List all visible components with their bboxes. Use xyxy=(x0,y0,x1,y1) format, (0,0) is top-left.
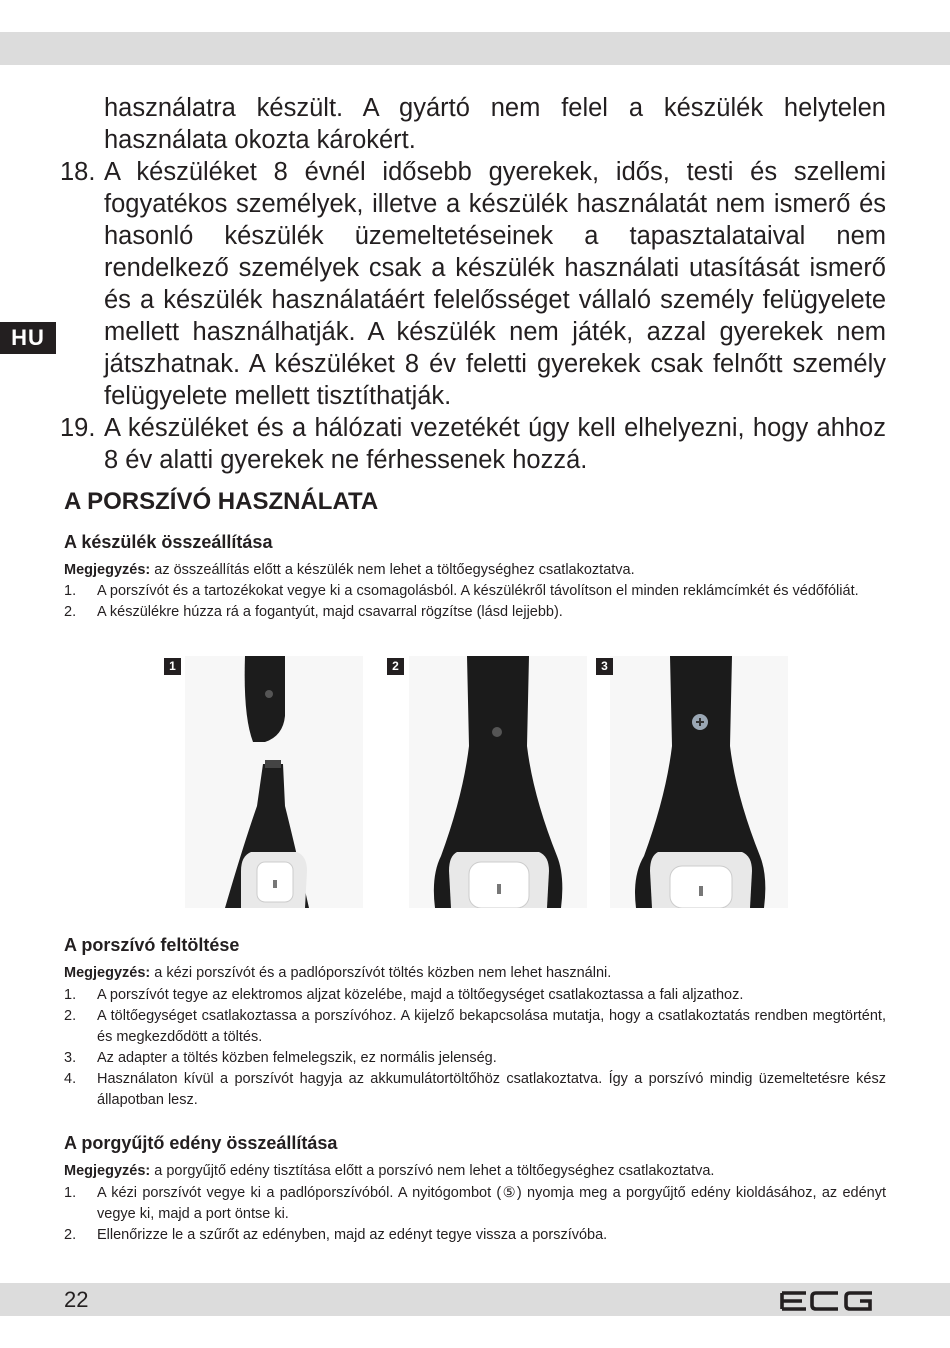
step-text: A porszívót tegye az elektromos aljzat közelébe, majd a töltőegységet csatlakoztassa a fali aljzathoz. xyxy=(97,987,744,1003)
photo-label-2: 2 xyxy=(387,658,404,675)
list-item xyxy=(64,581,886,602)
photo-label-1: 1 xyxy=(164,658,181,675)
item-text: A készüléket 8 évnél idősebb gyerekek, idős, testi és szellemi fogyatékos személyek, illetve a készülék használatát nem ismerő és hasonló készülék üzemeltetéseinek a tapasztalataival nem rendelkező személyek csak a készülék használati utasítását ismerő és a készülék használatáért felelősséget vállaló személy felügyelete mellett használhatják. A készülék nem játék, azzal gyerekek nem játszhatnak. A készüléket 8 év feletti gyerekek csak felnőtt személy felügyelete mellett tisztíthatják. xyxy=(104,158,886,410)
list-item xyxy=(64,602,886,623)
language-tab: HU xyxy=(0,322,56,354)
step-text: Ellenőrizze le a szűrőt az edényben, majd az edényt tegye vissza a porszívóba. xyxy=(97,1227,608,1243)
page-number: 22 xyxy=(64,1287,89,1312)
assembly-photo-1 xyxy=(185,656,363,908)
list-item xyxy=(64,1048,886,1069)
section-title: A PORSZÍVÓ HASZNÁLATA xyxy=(64,488,379,515)
dust-steps xyxy=(64,1183,886,1246)
header-band xyxy=(0,32,950,65)
item-text: A készüléket és a hálózati vezetékét úgy kell elhelyezni, hogy ahhoz 8 év alatti gyerekek ne férhessenek hozzá. xyxy=(104,414,886,474)
safety-item xyxy=(60,156,886,412)
safety-list xyxy=(60,92,886,476)
item-number: 19. xyxy=(60,414,96,442)
note-text: a kézi porszívót és a padlóporszívót töltés közben nem lehet használni. xyxy=(150,965,612,981)
note-text: az összeállítás előtt a készülék nem lehet a töltőegységhez csatlakoztatva. xyxy=(150,562,635,578)
assembly-photo-3 xyxy=(610,656,788,908)
step-number: 4. xyxy=(64,1071,77,1087)
list-item xyxy=(64,1069,886,1111)
note-label: Megjegyzés: xyxy=(64,562,151,578)
list-item xyxy=(64,1183,886,1225)
item-number: 18. xyxy=(60,158,96,186)
charging-title: A porszívó feltöltése xyxy=(64,935,240,955)
step-number: 1. xyxy=(64,1185,77,1201)
note-label: Megjegyzés: xyxy=(64,1163,151,1179)
charging-steps xyxy=(64,985,886,1111)
safety-item xyxy=(60,92,886,156)
step-text: A töltőegységet csatlakoztassa a porszívóhoz. A kijelző bekapcsolása mutatja, hogy a csatlakoztatás rendben megtörtént, és megkezdődött a töltés. xyxy=(97,1008,886,1045)
list-item xyxy=(64,1225,886,1246)
photo-label-3: 3 xyxy=(596,658,613,675)
step-number: 2. xyxy=(64,604,77,620)
charging-note xyxy=(64,963,886,984)
list-item xyxy=(64,985,886,1006)
assembly-steps xyxy=(64,581,886,623)
item-text: használatra készült. A gyártó nem felel a készülék helytelen használata okozta károkért. xyxy=(104,94,886,154)
safety-item xyxy=(60,412,886,476)
step-text: Az adapter a töltés közben felmelegszik, ez normális jelenség. xyxy=(97,1050,497,1066)
assembly-title: A készülék összeállítása xyxy=(64,532,273,552)
step-number: 3. xyxy=(64,1050,77,1066)
step-number: 2. xyxy=(64,1008,77,1024)
assembly-note xyxy=(64,560,886,581)
note-text: a porgyűjtő edény tisztítása előtt a porszívó nem lehet a töltőegységhez csatlakoztatva. xyxy=(150,1163,715,1179)
assembly-photo-2 xyxy=(409,656,587,908)
list-item xyxy=(64,1006,886,1048)
step-number: 1. xyxy=(64,583,77,599)
ecg-logo xyxy=(780,1290,874,1312)
step-number: 1. xyxy=(64,987,77,1003)
step-text: A készülékre húzza rá a fogantyút, majd csavarral rögzítse (lásd lejjebb). xyxy=(97,604,563,620)
step-text: A porszívót és a tartozékokat vegye ki a csomagolásból. A készülékről távolítson el minden reklámcímkét és védőfóliát. xyxy=(97,583,859,599)
step-text: Használaton kívül a porszívót hagyja az akkumulátortöltőhöz csatlakoztatva. Így a porszívó mindig üzemeltetésre kész állapotban lesz. xyxy=(97,1071,886,1108)
note-label: Megjegyzés: xyxy=(64,965,151,981)
step-text: A kézi porszívót vegye ki a padlóporszívóból. A nyitógombot (⑤) nyomja meg a porgyűjtő edény kioldásához, az edényt vegye ki, majd a port öntse ki. xyxy=(97,1185,886,1222)
step-number: 2. xyxy=(64,1227,77,1243)
dust-title: A porgyűjtő edény összeállítása xyxy=(64,1133,338,1153)
dust-note xyxy=(64,1161,886,1182)
